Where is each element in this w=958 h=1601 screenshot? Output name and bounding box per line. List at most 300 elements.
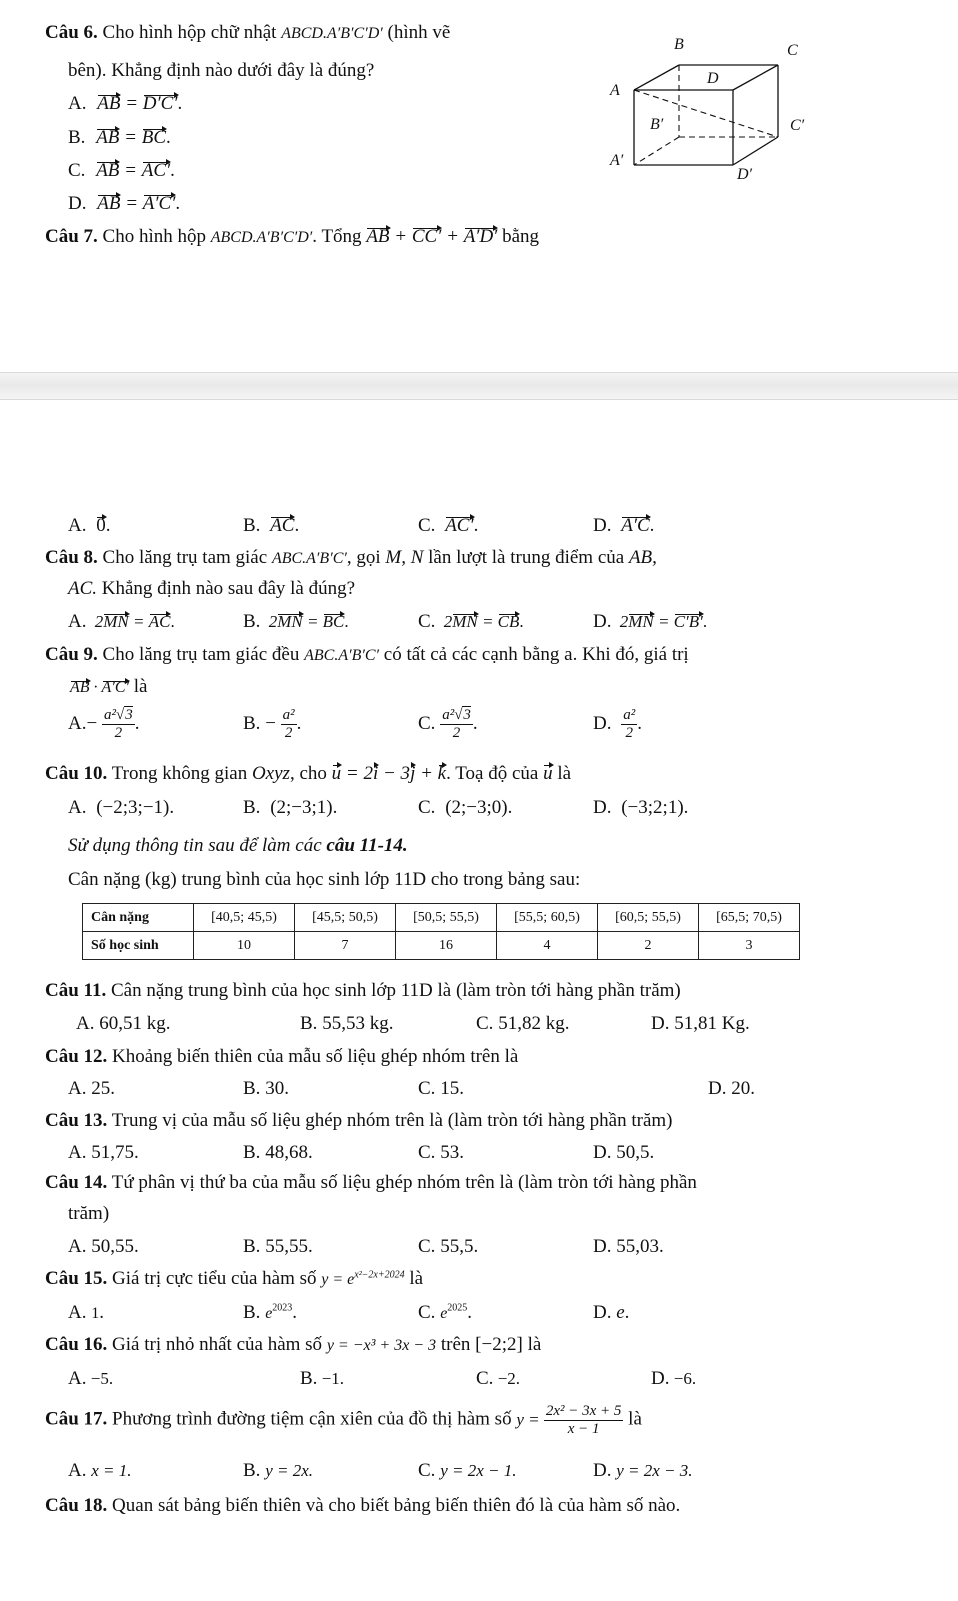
- vector-cc1: CC′: [411, 226, 442, 247]
- q17-option-c: [418, 1460, 516, 1482]
- option-label: B.: [243, 797, 261, 818]
- option-value: −6.: [673, 1369, 697, 1388]
- denominator: 2: [452, 725, 461, 742]
- interval-cell: [65,5; 70,5): [699, 904, 800, 932]
- vector-i: i: [372, 763, 379, 784]
- q9-text-b: có tất cả các cạnh bằng a. Khi đó, giá trị: [383, 644, 689, 665]
- option-end: .: [344, 612, 349, 631]
- q16-text: Giá trị nhỏ nhất của hàm số: [112, 1334, 323, 1355]
- q10-number: Câu 10.: [45, 763, 108, 784]
- q7-option-d: [593, 515, 654, 537]
- coef: 2: [94, 612, 104, 631]
- count-cell: 7: [295, 932, 396, 960]
- option-label: D.: [593, 1236, 612, 1257]
- edge-cd: [733, 65, 778, 90]
- option-label: A.: [68, 93, 87, 114]
- option-label: A.: [76, 1013, 95, 1034]
- option-label: A.: [68, 515, 87, 536]
- option-label: D.: [593, 1460, 612, 1481]
- option-value: y = 2x − 3.: [616, 1461, 693, 1480]
- q8-ac: AC.: [68, 578, 98, 599]
- vector-rhs: C′B′: [673, 612, 703, 631]
- interval-cell: [40,5; 45,5): [194, 904, 295, 932]
- option-value: 53.: [440, 1142, 464, 1163]
- q7-box-name: ABCD.A′B′C′D′: [210, 229, 313, 246]
- option-value: (2;−3;1).: [270, 797, 338, 818]
- q6-number: Câu 6.: [45, 22, 98, 43]
- plus: +: [415, 763, 438, 784]
- q10-option-b: [243, 797, 337, 819]
- q7-option-c: [418, 515, 478, 537]
- vector-k: k: [437, 763, 447, 784]
- option-label: B.: [68, 127, 86, 148]
- q10-text-c: . Toạ độ của: [446, 763, 539, 784]
- q17-option-d: [593, 1460, 693, 1482]
- option-label: B.: [243, 1302, 261, 1323]
- q14-number: Câu 14.: [45, 1172, 108, 1193]
- q11-stem: [45, 980, 681, 1002]
- row-header: Cân nặng: [83, 904, 194, 932]
- option-end: .: [637, 713, 642, 735]
- minus3: − 3: [378, 763, 411, 784]
- q18-number: Câu 18.: [45, 1495, 108, 1516]
- label-a: A: [610, 82, 620, 99]
- q9-option-c: C. $\frac{\text{a²√3}}{2}$ .: [418, 707, 478, 742]
- num-root: 3: [463, 707, 471, 723]
- q6-line1: [45, 22, 450, 44]
- q11-option-c: [476, 1013, 569, 1035]
- q8-line1: [45, 547, 657, 569]
- q14-line1: [45, 1172, 697, 1194]
- q10-option-c: [418, 797, 512, 819]
- vector-mn: MN: [103, 612, 129, 631]
- option-end: .: [175, 193, 181, 214]
- q13-number: Câu 13.: [45, 1110, 108, 1131]
- coef: 2: [268, 612, 278, 631]
- option-value: 55,55.: [265, 1236, 313, 1257]
- option-exponent: 2025: [447, 1302, 468, 1314]
- vector-rhs: BC: [322, 612, 345, 631]
- option-label: B.: [243, 1460, 261, 1481]
- q10-option-d: [593, 797, 688, 819]
- option-value: 20.: [731, 1078, 755, 1099]
- option-label: A.: [68, 1368, 87, 1389]
- q10-option-a: [68, 797, 174, 819]
- table-row: [83, 932, 800, 960]
- option-label: A.: [68, 1302, 87, 1323]
- option-value: x = 1.: [91, 1461, 132, 1480]
- q8-number: Câu 8.: [45, 547, 98, 568]
- q13-option-c: [418, 1142, 464, 1164]
- q8-option-a: [68, 611, 175, 633]
- option-label: A.: [68, 1460, 87, 1481]
- option-value: 51,82 kg.: [498, 1013, 570, 1034]
- option-label: A.: [68, 1078, 87, 1099]
- option-value: 30.: [265, 1078, 289, 1099]
- q12-number: Câu 12.: [45, 1046, 108, 1067]
- q14-text1: Tứ phân vị thứ ba của mẫu số liệu ghép nhóm trên là (làm tròn tới hàng phần: [111, 1172, 697, 1193]
- q16-stem: [45, 1334, 541, 1356]
- option-end: .: [624, 1302, 630, 1323]
- q7-option-b: [243, 515, 299, 537]
- q10-text-b: , cho: [289, 763, 327, 784]
- edge-ab: [634, 65, 679, 90]
- option-label: B.: [243, 611, 261, 632]
- option-label: B.: [243, 1142, 261, 1163]
- interval-cell: [55,5; 60,5): [497, 904, 598, 932]
- q18-stem: [45, 1495, 680, 1517]
- vector-mn: MN: [277, 612, 303, 631]
- option-label: B.: [243, 1236, 261, 1257]
- q17-stem: [45, 1403, 642, 1439]
- option-label: D.: [651, 1013, 670, 1034]
- q16-option-c: [476, 1368, 520, 1390]
- option-value: 60,51 kg.: [99, 1013, 171, 1034]
- num-base: a²: [103, 707, 116, 723]
- row-header: Số học sinh: [83, 932, 194, 960]
- func-base: y = e: [321, 1271, 355, 1288]
- option-label: D.: [593, 797, 612, 818]
- eq: =: [477, 612, 498, 631]
- vector-ab: AB: [97, 93, 121, 114]
- q9-option-a: A.− $\frac{\text{a²√3}}{2}$ .: [68, 707, 140, 742]
- denominator: x − 1: [567, 1421, 600, 1438]
- q9-line2: [70, 676, 147, 698]
- q15-option-c: [418, 1302, 472, 1324]
- option-label: D.: [593, 713, 612, 735]
- q13-option-d: [593, 1142, 654, 1164]
- q17-la: là: [628, 1408, 642, 1430]
- option-value: 50,55.: [91, 1236, 139, 1257]
- q8-text: Khẳng định nào sau đây là đúng?: [101, 578, 356, 599]
- interval-cell: [50,5; 55,5): [396, 904, 497, 932]
- vector-rhs: D′C′: [142, 93, 178, 114]
- option-exponent: 2023: [272, 1302, 293, 1314]
- option-end: .: [702, 612, 708, 631]
- coef: 2: [619, 612, 629, 631]
- option-value: −1.: [321, 1369, 345, 1388]
- q18-text: Quan sát bảng biến thiên và cho biết bảng biến thiên đó là của hàm số nào.: [112, 1495, 681, 1516]
- interval-cell: [60,5; 55,5): [598, 904, 699, 932]
- count-cell: 4: [497, 932, 598, 960]
- vector-rhs: AC′: [141, 160, 171, 181]
- option-base: e: [440, 1305, 448, 1322]
- q8-prism: ABC.A′B′C′: [271, 550, 347, 567]
- q12-text: Khoảng biến thiên của mẫu số liệu ghép nhóm trên là: [112, 1046, 519, 1067]
- option-value: −2.: [497, 1369, 521, 1388]
- count-cell: 2: [598, 932, 699, 960]
- denominator: 2: [284, 725, 293, 742]
- weight-table: [82, 903, 800, 960]
- option-end: .: [472, 713, 478, 735]
- q10-text-a: Trong không gian: [111, 763, 248, 784]
- option-end: .: [649, 515, 655, 536]
- q14-option-d: [593, 1236, 664, 1258]
- q7-end: bằng: [502, 226, 540, 247]
- vector-ab: AB: [70, 679, 90, 696]
- coef: 2: [443, 612, 453, 631]
- option-end: .: [166, 127, 171, 148]
- count-cell: 3: [699, 932, 800, 960]
- count-cell: 10: [194, 932, 295, 960]
- y-eq: y =: [516, 1409, 540, 1429]
- q15-text: Giá trị cực tiểu của hàm số: [112, 1268, 317, 1289]
- option-base: 1: [91, 1305, 100, 1322]
- vector-rhs: A′C′: [142, 193, 176, 214]
- q8-mn: M, N: [385, 547, 424, 568]
- q11-option-b: [300, 1013, 393, 1035]
- label-a1: A′: [610, 152, 624, 169]
- vector-mn: MN: [452, 612, 478, 631]
- option-end: .: [292, 1302, 298, 1323]
- option-label: B.: [300, 1013, 318, 1034]
- option-label: D.: [593, 1302, 612, 1323]
- vector-value: AC′: [445, 515, 474, 536]
- q7-sum-word: . Tổng: [312, 226, 362, 247]
- option-value: (2;−3;0).: [445, 797, 513, 818]
- q8-ab: AB,: [628, 547, 657, 568]
- dot-operator: ·: [89, 679, 102, 696]
- option-label: D.: [593, 611, 612, 632]
- option-label: C.: [418, 1460, 436, 1481]
- option-end: .: [294, 515, 300, 536]
- vector-a1c1: A′C′: [101, 679, 129, 696]
- option-label: D.: [593, 1142, 612, 1163]
- vector-ab: AB: [366, 226, 390, 247]
- q14-option-a: [68, 1236, 139, 1258]
- q6-box-name: ABCD.A′B′C′D′: [281, 25, 383, 42]
- q16-number: Câu 16.: [45, 1334, 108, 1355]
- option-value: 48,68.: [265, 1142, 313, 1163]
- label-d1: D′: [737, 166, 753, 183]
- option-value: 55,03.: [616, 1236, 664, 1257]
- q8-text-a: Cho lăng trụ tam giác: [102, 547, 268, 568]
- q12-option-b: [243, 1078, 289, 1100]
- q6-option-c: C. AB = AC′.: [68, 160, 175, 181]
- option-end: .: [473, 515, 479, 536]
- q16-option-d: [651, 1368, 696, 1390]
- option-label: A.: [68, 1236, 87, 1257]
- q15-number: Câu 15.: [45, 1268, 108, 1289]
- instruction: [68, 835, 408, 857]
- option-value: −5.: [90, 1369, 114, 1388]
- q11-number: Câu 11.: [45, 980, 107, 1001]
- q16-option-a: [68, 1368, 113, 1390]
- eq: =: [302, 612, 323, 631]
- hidden-edge-b1a1: [634, 137, 679, 165]
- label-c: C: [787, 42, 798, 59]
- vector-ab: AB: [96, 160, 120, 181]
- option-end: .: [105, 515, 111, 536]
- option-end: .: [296, 713, 302, 735]
- q17-text: Phương trình đường tiệm cận xiên của đồ thị hàm số: [112, 1408, 512, 1430]
- q16-interval: [−2;2]: [475, 1334, 523, 1355]
- q12-option-c: [418, 1078, 464, 1100]
- option-end: .: [99, 1302, 104, 1323]
- q6-option-a: A. AB = D′C′.: [68, 93, 183, 114]
- label-c1: C′: [790, 117, 805, 134]
- q15-option-d: [593, 1302, 629, 1324]
- q6-text1-end: (hình vẽ: [387, 22, 451, 43]
- numerator: 2x² − 3x + 5: [544, 1403, 624, 1421]
- q10-oxyz: Oxyz: [251, 763, 290, 784]
- vector-rhs: BC: [141, 127, 167, 148]
- vector-value: AC: [270, 515, 295, 536]
- q14-option-b: [243, 1236, 313, 1258]
- q16-tren: trên: [440, 1334, 471, 1355]
- q13-text: Trung vị của mẫu số liệu ghép nhóm trên là (làm tròn tới hàng phần trăm): [111, 1110, 673, 1131]
- q8-option-c: [418, 611, 524, 633]
- option-label: C.: [418, 1078, 436, 1099]
- vector-u: u: [331, 763, 342, 784]
- q12-option-d: [708, 1078, 755, 1100]
- interval-cell: [45,5; 50,5): [295, 904, 396, 932]
- q12-stem: [45, 1046, 518, 1068]
- option-value: 51,81 Kg.: [674, 1013, 750, 1034]
- q8-option-b: [243, 611, 349, 633]
- numerator: a²: [281, 707, 297, 725]
- option-label: C.: [418, 1302, 436, 1323]
- q15-option-b: [243, 1302, 297, 1324]
- option-value: y = 2x.: [265, 1461, 313, 1480]
- option-label: D.: [68, 193, 87, 214]
- q16-function: y = −x³ + 3x − 3: [326, 1337, 437, 1354]
- q10-la: là: [557, 763, 572, 784]
- option-label: A.: [68, 797, 87, 818]
- option-end: .: [467, 1302, 473, 1323]
- q16-la: là: [527, 1334, 542, 1355]
- num-root: 3: [125, 707, 133, 723]
- vector-a1d1: A′D′: [463, 226, 498, 247]
- q7-option-a: [68, 515, 110, 537]
- func-exponent: x²−2x+2024: [354, 1269, 405, 1281]
- sign: −: [86, 713, 98, 735]
- option-label: C.: [418, 1236, 436, 1257]
- option-end: .: [519, 612, 524, 631]
- option-label: C.: [418, 611, 436, 632]
- q14-option-c: [418, 1236, 478, 1258]
- vector-mn: MN: [628, 612, 654, 631]
- option-label: C.: [476, 1013, 494, 1034]
- q13-stem: [45, 1110, 672, 1132]
- denominator: 2: [625, 725, 633, 742]
- option-base: e: [616, 1302, 625, 1323]
- q9-la: là: [133, 676, 148, 697]
- option-label: B.: [243, 515, 261, 536]
- instruction-b: câu 11-14.: [326, 835, 408, 856]
- q13-option-a: [68, 1142, 139, 1164]
- option-label: C.: [418, 797, 436, 818]
- page-divider: [0, 372, 958, 400]
- q17-option-a: [68, 1460, 132, 1482]
- q15-option-a: [68, 1302, 104, 1324]
- q10-stem: [45, 763, 571, 785]
- vector-ab: AB: [97, 193, 121, 214]
- option-end: .: [170, 160, 175, 181]
- q8-text-b: , gọi: [346, 547, 381, 568]
- option-value: (−3;2;1).: [621, 797, 689, 818]
- q9-option-d: [593, 707, 642, 743]
- instruction-a: Sử dụng thông tin sau để làm các: [68, 835, 322, 856]
- option-value: 55,5.: [440, 1236, 479, 1257]
- option-label: D.: [651, 1368, 670, 1389]
- option-label: B.: [243, 1078, 261, 1099]
- option-label: D.: [708, 1078, 727, 1099]
- count-cell: 16: [396, 932, 497, 960]
- vector-u-ref: u: [543, 763, 553, 784]
- option-value: 15.: [440, 1078, 464, 1099]
- q11-text: Cân nặng trung bình của học sinh lớp 11D là (làm tròn tới hàng phần trăm): [111, 980, 681, 1001]
- vector-value: A′C: [621, 515, 650, 536]
- q15-stem: [45, 1268, 423, 1290]
- vector-j: j: [410, 763, 416, 784]
- option-label: C.: [476, 1368, 494, 1389]
- option-label: B.: [243, 713, 261, 735]
- q6-option-b: B. AB = BC.: [68, 127, 171, 148]
- zero-vector: 0: [96, 515, 106, 536]
- label-b: B: [674, 36, 684, 53]
- label-d: D: [707, 70, 719, 87]
- option-end: .: [177, 93, 183, 114]
- label-b1: B′: [650, 116, 664, 133]
- eq: =: [128, 612, 149, 631]
- option-value: y = 2x − 1.: [440, 1461, 517, 1480]
- vector-rhs: CB: [497, 612, 520, 631]
- option-label: C.: [418, 1142, 436, 1163]
- q9-prism: ABC.A′B′C′: [304, 647, 380, 664]
- table-row: [83, 904, 800, 932]
- num-base: a²: [442, 707, 455, 723]
- option-value: 25.: [91, 1078, 115, 1099]
- table-caption: Cân nặng (kg) trung bình của học sinh lớp 11D cho trong bảng sau:: [68, 869, 581, 890]
- q6-option-d: D. AB = A′C′.: [68, 193, 181, 214]
- cuboid-figure: [590, 25, 820, 185]
- q6-line2: bên). Khẳng định nào dưới đây là đúng?: [68, 60, 375, 81]
- option-label: A.: [68, 1142, 87, 1163]
- option-end: .: [170, 612, 175, 631]
- q6-text1: Cho hình hộp chữ nhật: [102, 22, 277, 43]
- option-label: C.: [418, 713, 436, 735]
- option-end: .: [134, 713, 140, 735]
- q17-number: Câu 17.: [45, 1408, 108, 1430]
- eq: = 2: [341, 763, 373, 784]
- q13-option-b: [243, 1142, 313, 1164]
- q7-stem: Câu 7. Cho hình hộp ABCD.A′B′C′D′. Tổng AB + CC′ + A′D′ bằng: [45, 226, 540, 247]
- q16-option-b: [300, 1368, 344, 1390]
- option-label: C.: [68, 160, 86, 181]
- q17-option-b: [243, 1460, 313, 1482]
- option-value: 51,75.: [91, 1142, 139, 1163]
- q9-number: Câu 9.: [45, 644, 98, 665]
- option-value: 50,5.: [616, 1142, 655, 1163]
- q9-option-b: [243, 707, 301, 743]
- edge-d1c1: [733, 137, 778, 165]
- q9-text-a: Cho lăng trụ tam giác đều: [102, 644, 300, 665]
- sign: −: [265, 713, 276, 735]
- q8-text-c: lần lượt là trung điểm của: [428, 547, 625, 568]
- q14-line2: trăm): [68, 1203, 110, 1224]
- option-label: A.: [68, 713, 87, 735]
- q15-la: là: [409, 1268, 424, 1289]
- option-value: (−2;3;−1).: [96, 797, 175, 818]
- vector-ab: AB: [96, 127, 120, 148]
- option-label: A.: [68, 611, 87, 632]
- option-value: 55,53 kg.: [322, 1013, 394, 1034]
- option-label: C.: [418, 515, 436, 536]
- vector-rhs: AC: [148, 612, 171, 631]
- q11-option-d: [651, 1013, 750, 1035]
- q9-line1: [45, 644, 689, 666]
